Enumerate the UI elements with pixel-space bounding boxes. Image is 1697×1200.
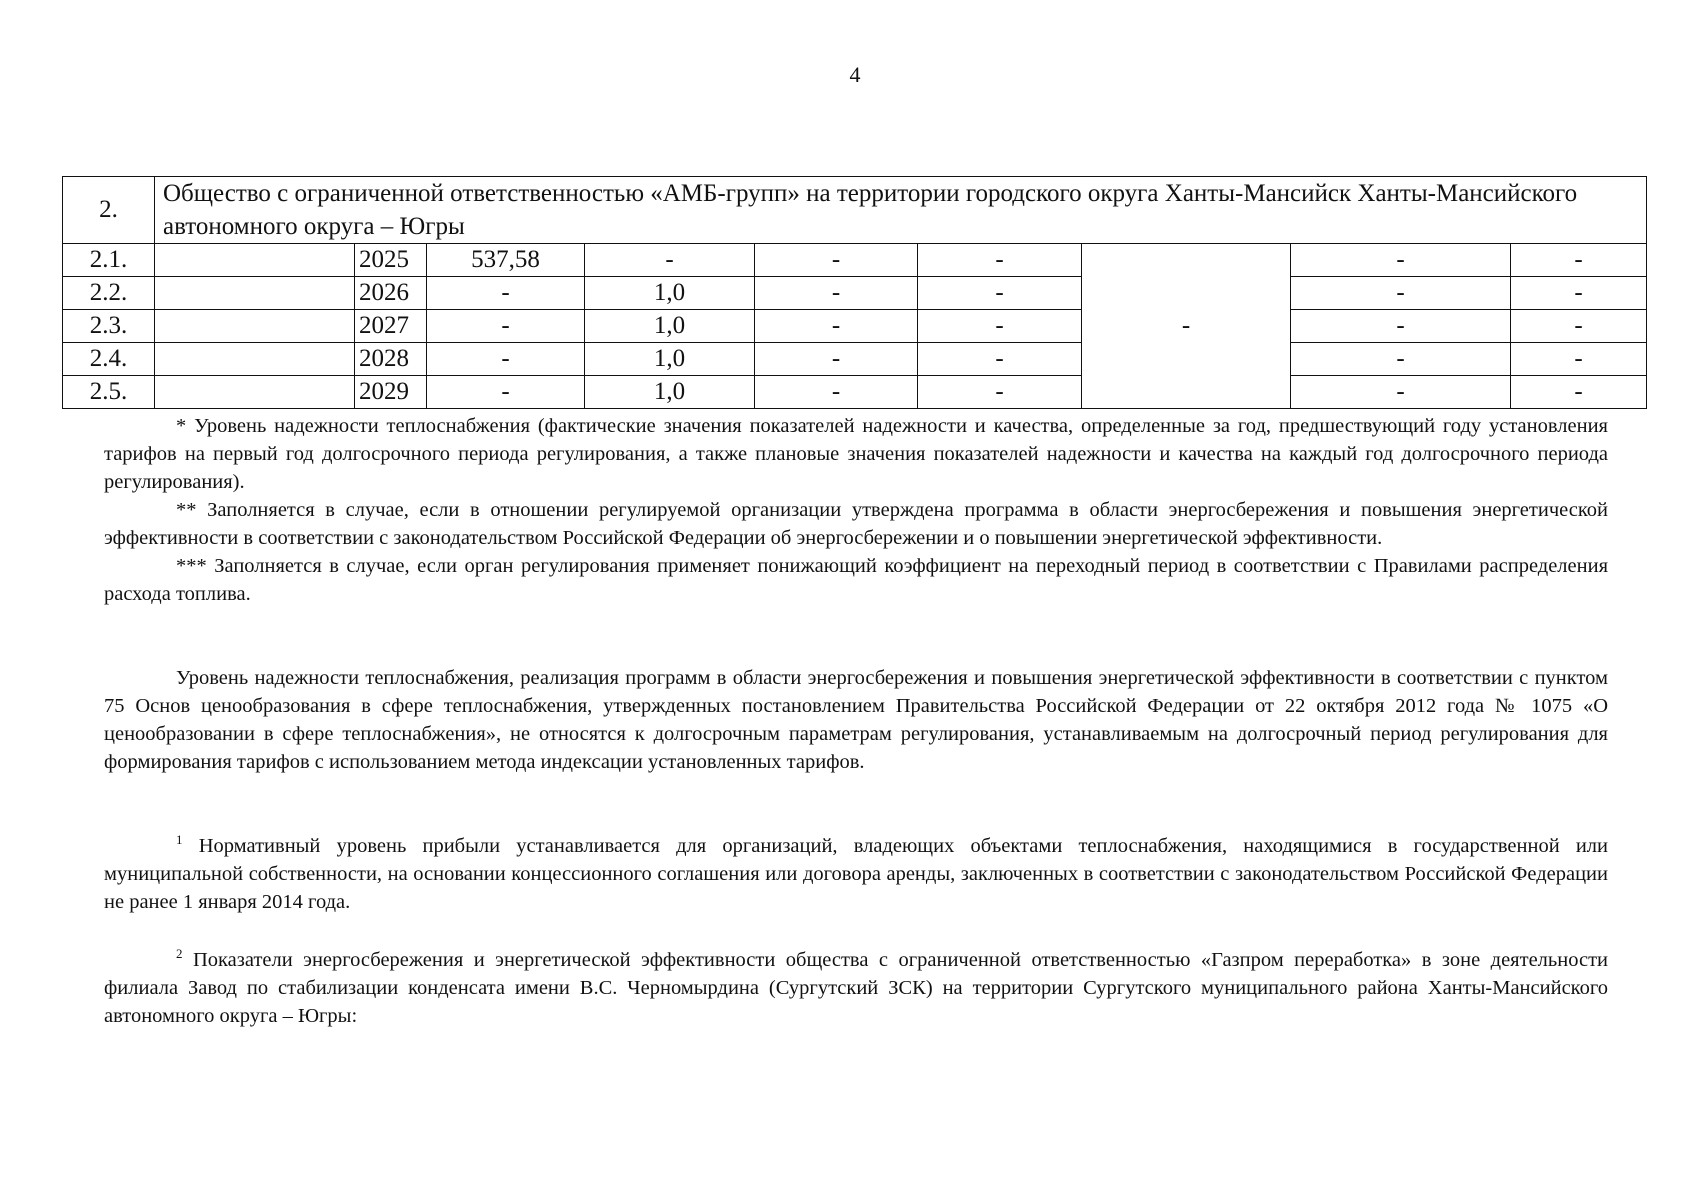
cell-value: - (1511, 277, 1647, 310)
page-number: 4 (849, 62, 861, 87)
note-energy-program: ** Заполняется в случае, если в отношении регулируемой организации утверждена программа в области энергосбережения и повышения энергетической эффективности в соответствии с законодательством Российской Федерации об энергосбережении и о повышении энергетической эффективности. (104, 499, 1608, 549)
tariff-table (62, 176, 1647, 409)
cell-value: - (755, 376, 918, 409)
row-year: 2027 (355, 310, 427, 343)
footnote-1 (104, 832, 1608, 916)
footnote-text: Показатели энергосбережения и энергетической эффективности общества с ограниченной ответственностью «Газпром переработка» в зоне деятельности филиала Завод по стабилизации конденсата имени В.С. Черномырдина (Сургутский ЗСК) на территории Сургутского муниципального района Ханты-Мансийского автономного округа – Югры: (104, 949, 1609, 1027)
cell-value: - (1291, 244, 1511, 277)
row-year: 2029 (355, 376, 427, 409)
empty-cell (155, 343, 355, 376)
cell-value: - (1511, 244, 1647, 277)
row-number: 2.1. (63, 244, 155, 277)
footnote-2 (104, 946, 1608, 1030)
note-reliability: * Уровень надежности теплоснабжения (фактические значения показателей надежности и качества, определенные за год, предшествующий году установления тарифов на первый год долгосрочного периода регулирования, а также плановые значения показателей надежности и качества на каждый год долгосрочного периода регулирования). (104, 415, 1608, 493)
empty-cell (155, 244, 355, 277)
table-notes (104, 412, 1608, 608)
paragraph-text: Уровень надежности теплоснабжения, реализация программ в области энергосбережения и повышения энергетической эффективности в соответствии с пунктом 75 Основ ценообразования в сфере теплоснабжения, утвержденных постановлением Правительства Российской Федерации от 22 октября 2012 года № 1075 «О ценообразовании в сфере теплоснабжения», не относятся к долгосрочным параметрам регулирования, устанавливаемым на долгосрочный период регулирования для формирования тарифов с использованием метода индексации установленных тарифов. (104, 667, 1608, 773)
cell-value: - (427, 310, 585, 343)
cell-value: - (918, 277, 1082, 310)
row-year: 2028 (355, 343, 427, 376)
row-number: 2.5. (63, 376, 155, 409)
cell-value: - (1291, 343, 1511, 376)
cell-value: - (1291, 277, 1511, 310)
row-year: 2025 (355, 244, 427, 277)
row-year: 2026 (355, 277, 427, 310)
table-row (63, 277, 1647, 310)
cell-value: - (1511, 343, 1647, 376)
note-reduction-coefficient: *** Заполняется в случае, если орган регулирования применяет понижающий коэффициент на переходный период в соответствии с Правилами распределения расхода топлива. (104, 555, 1608, 605)
table-row (63, 343, 1647, 376)
table-row (63, 244, 1647, 277)
empty-cell (155, 277, 355, 310)
cell-value: - (427, 343, 585, 376)
footnote-mark: 2 (176, 946, 183, 962)
cell-value: 1,0 (585, 376, 755, 409)
table-row (63, 310, 1647, 343)
cell-value: - (1291, 376, 1511, 409)
cell-value: - (755, 244, 918, 277)
cell-value: - (427, 277, 585, 310)
cell-value: 537,58 (427, 244, 585, 277)
merged-cell: - (1082, 244, 1291, 409)
section-title: Общество с ограниченной ответственностью «АМБ-групп» на территории городского округа Ханты-Мансийск Ханты-Мансийского автономного округа – Югры (155, 177, 1647, 244)
section-header-row (63, 177, 1647, 244)
cell-value: - (427, 376, 585, 409)
row-number: 2.2. (63, 277, 155, 310)
footnote-text: Нормативный уровень прибыли устанавливается для организаций, владеющих объектами теплоснабжения, находящимися в государственной или муниципальной собственности, на основании концессионного соглашения или договора аренды, заключенных в соответствии с законодательством Российской Федерации не ранее 1 января 2014 года. (104, 835, 1609, 913)
cell-value: - (755, 310, 918, 343)
cell-value: - (918, 376, 1082, 409)
cell-value: - (1511, 310, 1647, 343)
cell-value: - (918, 244, 1082, 277)
cell-value: - (918, 343, 1082, 376)
row-number: 2.3. (63, 310, 155, 343)
table-row (63, 376, 1647, 409)
cell-value: 1,0 (585, 277, 755, 310)
cell-value: - (755, 277, 918, 310)
empty-cell (155, 310, 355, 343)
reliability-paragraph (104, 664, 1608, 776)
cell-value: - (585, 244, 755, 277)
empty-cell (155, 376, 355, 409)
cell-value: 1,0 (585, 310, 755, 343)
cell-value: - (755, 343, 918, 376)
cell-value: - (918, 310, 1082, 343)
cell-value: - (1511, 376, 1647, 409)
footnote-mark: 1 (176, 832, 183, 848)
section-number: 2. (63, 177, 155, 244)
cell-value: 1,0 (585, 343, 755, 376)
cell-value: - (1291, 310, 1511, 343)
row-number: 2.4. (63, 343, 155, 376)
